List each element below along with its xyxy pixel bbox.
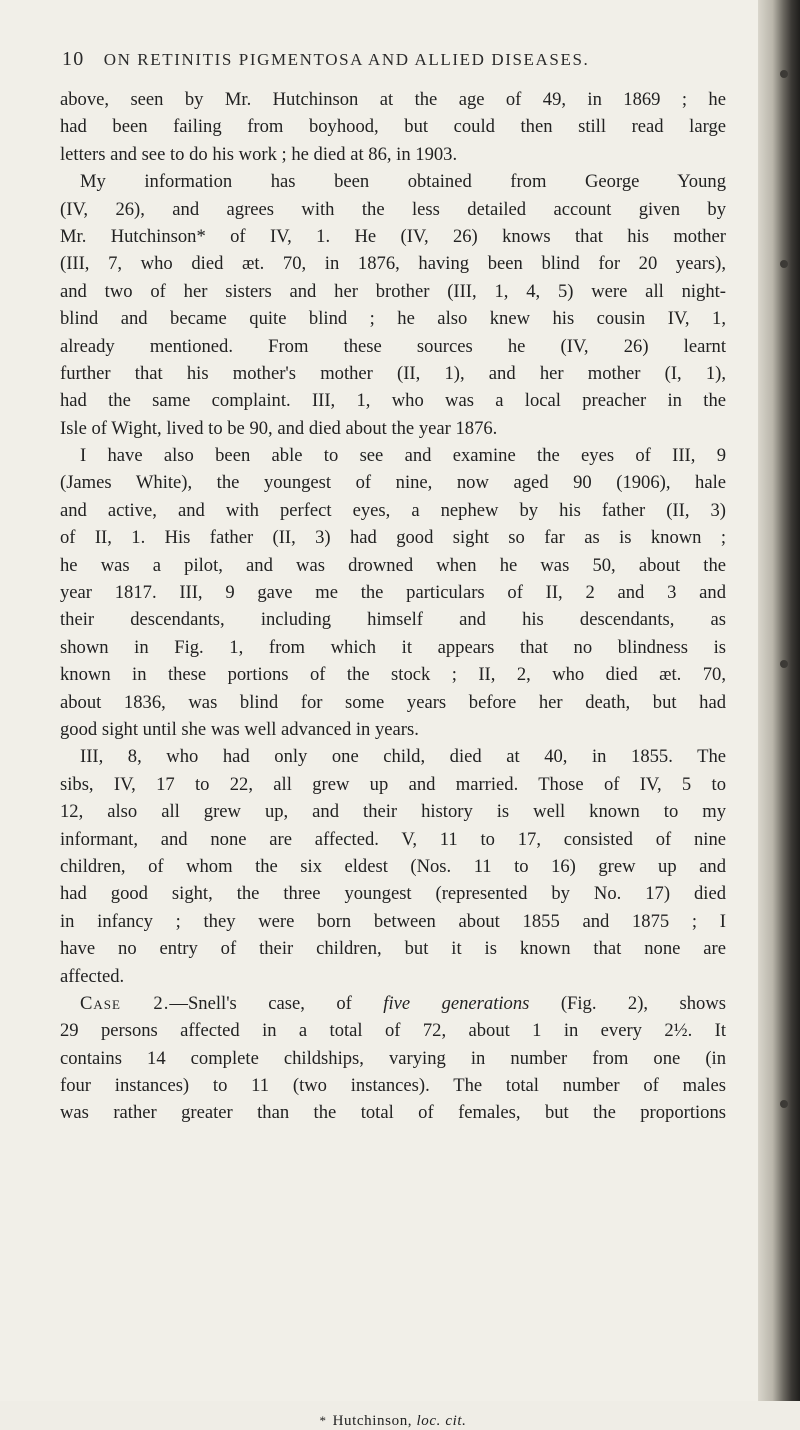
text-line: 12, also all grew up, and their history is well known to my [60, 801, 726, 823]
case-dash-text: —Snell's case, of [169, 992, 384, 1014]
text-line: had the same complaint. III, 1, who was a local preacher in the [60, 390, 726, 412]
text-line: had good sight, the three youngest (represented by No. 17) died [60, 883, 726, 905]
text-line: (III, 7, who died æt. 70, in 1876, having been blind for 20 years), [60, 253, 726, 275]
text-line: have no entry of their children, but it is known that none are [60, 938, 726, 960]
text-line: he was a pilot, and was drowned when he was 50, about the [60, 554, 726, 576]
footnote [60, 1413, 726, 1430]
text-line: I have also been able to see and examine the eyes of III, 9 [80, 445, 726, 467]
text-line: children, of whom the six eldest (Nos. 11 to 16) grew up and [60, 855, 726, 877]
text-line: III, 8, who had only one child, died at 40, in 1855. The [80, 746, 726, 768]
text-line: year 1817. III, 9 gave me the particulars of II, 2 and 3 and [60, 582, 726, 604]
page-number: 10 [62, 48, 85, 70]
text-line: and two of her sisters and her brother (III, 1, 4, 5) were all night- [60, 280, 726, 302]
spine-mark [780, 70, 788, 78]
book-spine-shadow [758, 0, 800, 1401]
text-line: informant, and none are affected. V, 11 to 17, consisted of nine [60, 828, 726, 850]
text-line: further that his mother's mother (II, 1), and her mother (I, 1), [60, 362, 726, 384]
text-line: of II, 1. His father (II, 3) had good sight so far as is known ; [60, 527, 726, 549]
running-head [62, 48, 702, 71]
text-line: sibs, IV, 17 to 22, all grew up and married. Those of IV, 5 to [60, 773, 726, 795]
text-line: shown in Fig. 1, from which it appears that no blindness is [60, 636, 726, 658]
spine-mark [780, 1100, 788, 1108]
text-line: four instances) to 11 (two instances). The total number of males [60, 1075, 726, 1097]
spine-mark [780, 260, 788, 268]
text-line: their descendants, including himself and his descendants, as [60, 609, 726, 631]
text-line: had been failing from boyhood, but could then still read large [60, 116, 726, 138]
text-line: blind and became quite blind ; he also knew his cousin IV, 1, [60, 308, 726, 330]
text-line: Mr. Hutchinson* of IV, 1. He (IV, 26) knows that his mother [60, 225, 726, 247]
case-line-rest: (Fig. 2), shows [529, 992, 727, 1014]
italic-phrase: five generations [383, 992, 530, 1014]
text-line: already mentioned. From these sources he (IV, 26) learnt [60, 335, 726, 357]
text-line: above, seen by Mr. Hutchinson at the age of 49, in 1869 ; he [60, 89, 726, 110]
text-line: in infancy ; they were born between about 1855 and 1875 ; I [60, 910, 726, 932]
footnote-citation: loc. cit. [416, 1413, 467, 1429]
text-line: 29 persons affected in a total of 72, about 1 in every 2½. It [60, 1020, 726, 1042]
body-text [60, 86, 727, 1429]
case-label: Case 2. [80, 992, 170, 1014]
case-2-first-line [60, 990, 726, 1017]
text-line: Isle of Wight, lived to be 90, and died about the year 1876. [60, 417, 498, 439]
running-title: ON RETINITIS PIGMENTOSA AND ALLIED DISEASES. [103, 50, 590, 69]
text-line: contains 14 complete childships, varying in number from one (in [60, 1047, 726, 1069]
footnote-author: Hutchinson, [332, 1413, 413, 1429]
text-line: My information has been obtained from George Young [80, 171, 726, 193]
text-line: and active, and with perfect eyes, a nephew by his father (II, 3) [60, 499, 726, 521]
footnote-marker: * [319, 1413, 327, 1428]
text-line: about 1836, was blind for some years before her death, but had [60, 691, 726, 713]
text-line: was rather greater than the total of females, but the proportions [60, 1102, 726, 1124]
text-line: affected. [60, 965, 125, 987]
text-line: known in these portions of the stock ; II, 2, who died æt. 70, [60, 664, 726, 686]
spine-mark [780, 660, 788, 668]
text-line: good sight until she was well advanced in years. [60, 718, 419, 740]
text-line: letters and see to do his work ; he died at 86, in 1903. [60, 143, 458, 165]
text-line: (IV, 26), and agrees with the less detailed account given by [60, 198, 726, 220]
text-line: (James White), the youngest of nine, now aged 90 (1906), hale [60, 472, 726, 494]
